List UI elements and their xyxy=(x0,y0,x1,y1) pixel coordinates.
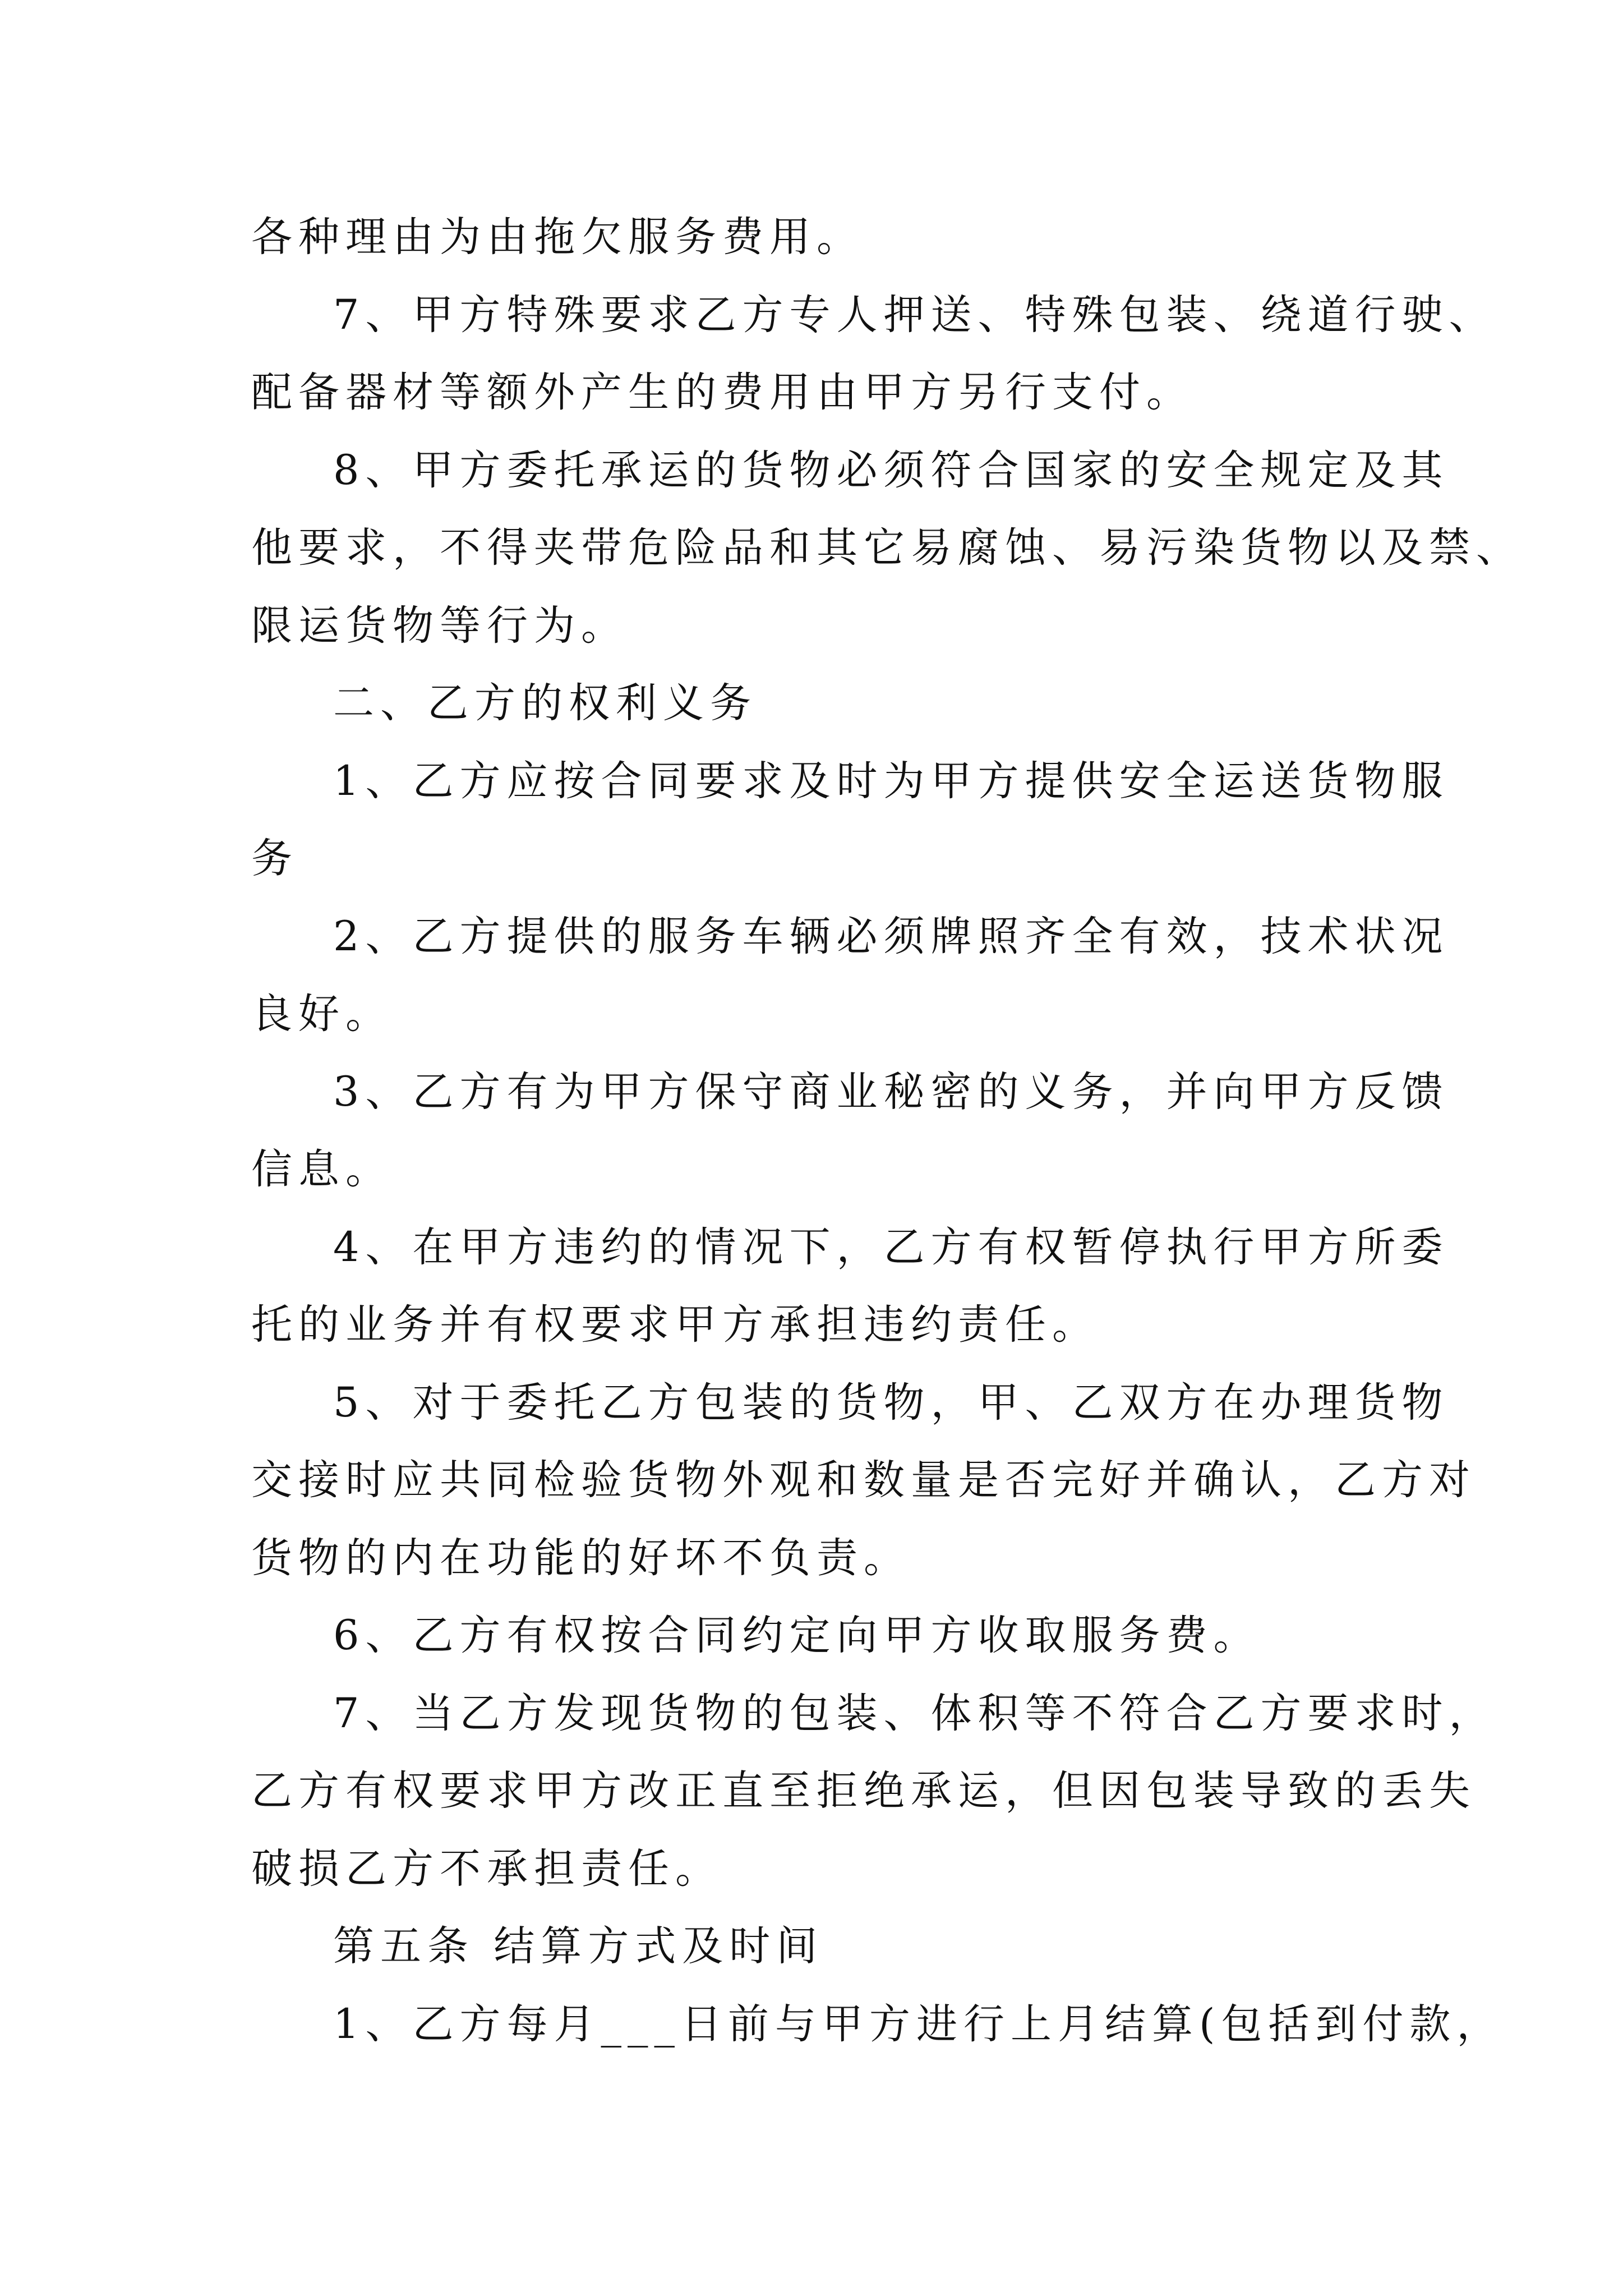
paragraph-line: 信息。 xyxy=(251,1145,393,1193)
paragraph-line: 交接时应共同检验货物外观和数量是否完好并确认，乙方对 xyxy=(251,1456,1476,1504)
paragraph-line: 1、乙方应按合同要求及时为甲方提供安全运送货物服 xyxy=(333,757,1449,805)
paragraph-line: 务 xyxy=(251,835,298,882)
paragraph-line: 配备器材等额外产生的费用由甲方另行支付。 xyxy=(251,369,1193,416)
paragraph-line: 2、乙方提供的服务车辆必须牌照齐全有效，技术状况 xyxy=(333,912,1449,960)
paragraph-line: 4、在甲方违约的情况下，乙方有权暂停执行甲方所委 xyxy=(333,1223,1449,1271)
paragraph-line: 6、乙方有权按合同约定向甲方收取服务费。 xyxy=(333,1612,1261,1659)
paragraph-line: 乙方有权要求甲方改正直至拒绝承运，但因包装导致的丢失 xyxy=(251,1767,1476,1815)
paragraph-line: 限运货物等行为。 xyxy=(251,601,628,650)
paragraph-line: 货物的内在功能的好坏不负责。 xyxy=(251,1534,911,1582)
paragraph-line: 破损乙方不承担责任。 xyxy=(251,1844,722,1893)
paragraph-line: 第五条 结算方式及时间 xyxy=(333,1922,824,1970)
paragraph-line: 8、甲方委托承运的货物必须符合国家的安全规定及其 xyxy=(333,446,1449,494)
paragraph-line: 7、当乙方发现货物的包装、体积等不符合乙方要求时， xyxy=(333,1689,1496,1737)
paragraph-line: 5、对于委托乙方包装的货物，甲、乙双方在办理货物 xyxy=(333,1378,1449,1427)
paragraph-line: 良好。 xyxy=(251,990,393,1038)
paragraph-line: 3、乙方有为甲方保守商业秘密的义务，并向甲方反馈 xyxy=(333,1068,1449,1116)
paragraph-line: 托的业务并有权要求甲方承担违约责任。 xyxy=(251,1301,1099,1349)
paragraph-line: 各种理由为由拖欠服务费用。 xyxy=(251,213,864,261)
paragraph-line: 7、甲方特殊要求乙方专人押送、特殊包装、绕道行驶、 xyxy=(333,291,1496,339)
paragraph-line: 他要求，不得夹带危险品和其它易腐蚀、易污染货物以及禁、 xyxy=(251,524,1523,572)
paragraph-line: 二、乙方的权利义务 xyxy=(333,679,757,727)
paragraph-line: 1、乙方每月___日前与甲方进行上月结算(包括到付款， xyxy=(333,2000,1504,2048)
document-body xyxy=(251,199,1523,2063)
